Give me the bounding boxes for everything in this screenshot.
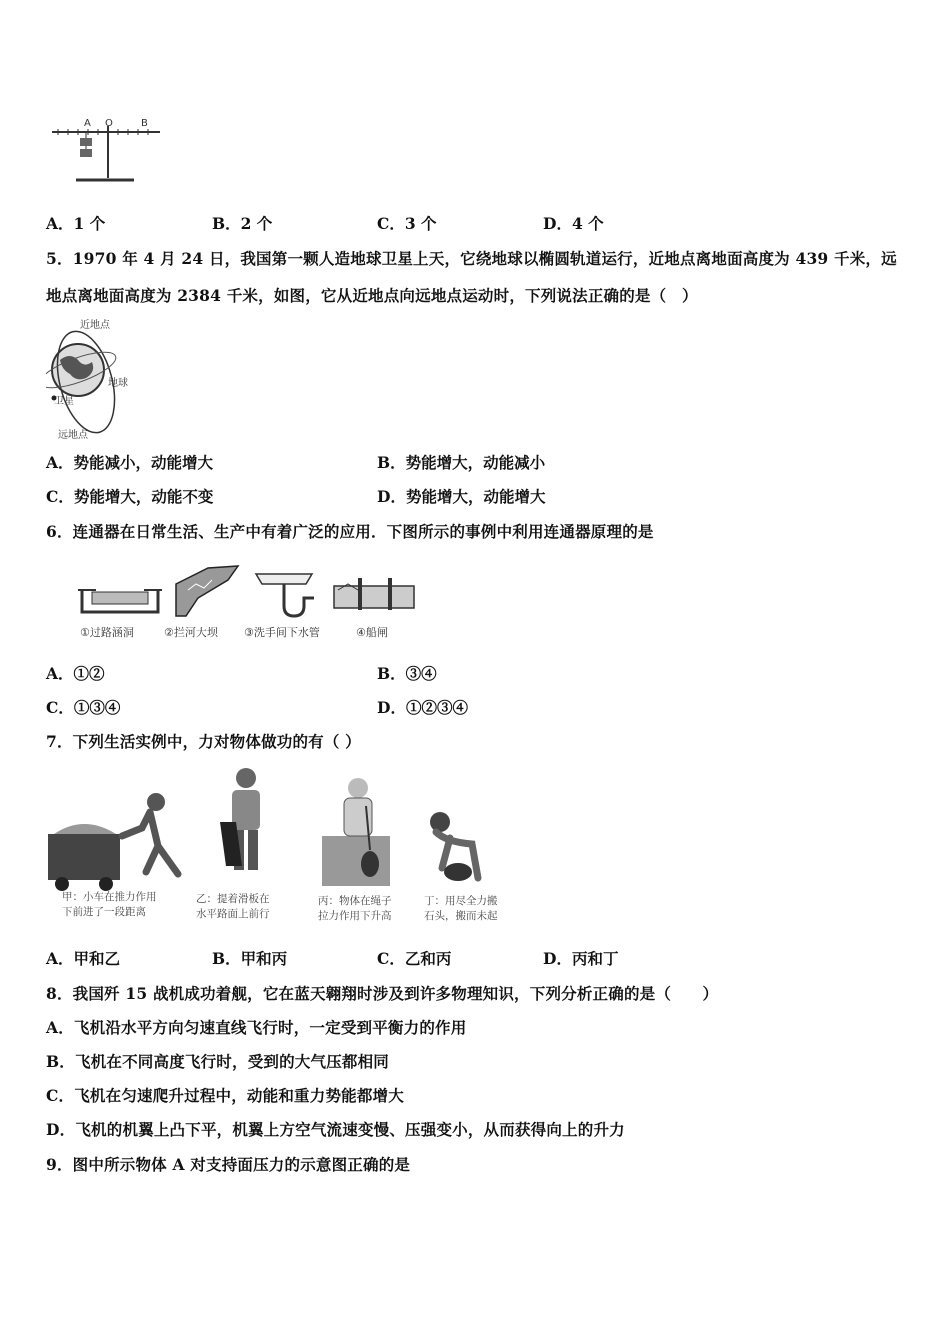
q5-stem-line1: 5．1970 年 4 月 24 日，我国第一颗人造地球卫星上天，它绕地球以椭圆轨道运行，近地点离地面高度为 439 千米，远 — [46, 249, 897, 268]
q6-caption-2: ②拦河大坝 — [164, 626, 218, 639]
q7-option-c: C．乙和丙 — [377, 949, 452, 968]
q6-caption-4: ④船闸 — [356, 626, 388, 639]
work-examples-figure — [46, 766, 506, 894]
q5-stem-line2: 地点离地面高度为 2384 千米，如图，它从近地点向远地点运动时，下列说法正确的是（ ） — [46, 286, 698, 305]
q4-option-a: A．1 个 — [46, 214, 106, 233]
q4-option-c: C．3 个 — [377, 214, 437, 233]
q7-caption-yi-l1: 乙：提着滑板在 — [196, 893, 270, 905]
q6-option-c: C．①③④ — [46, 698, 121, 717]
q8-option-a: A．飞机沿水平方向匀速直线飞行时，一定受到平衡力的作用 — [46, 1018, 467, 1037]
satellite-orbit-figure — [46, 320, 146, 440]
q7-caption-ding-l2: 石头，搬而未起 — [424, 910, 498, 922]
q8-option-c: C．飞机在匀速爬升过程中，动能和重力势能都增大 — [46, 1086, 404, 1105]
orbit-label-near: 近地点 — [80, 320, 110, 331]
q8-option-d: D．飞机的机翼上凸下平，机翼上方空气流速变慢、压强变小，从而获得向上的升力 — [46, 1120, 625, 1139]
q7-stem: 7．下列生活实例中，力对物体做功的有（ ） — [46, 732, 361, 751]
q6-option-a: A．①② — [46, 664, 105, 683]
q7-caption-bing-l2: 拉力作用下升高 — [318, 910, 392, 922]
connected-vessels-figure — [78, 560, 423, 620]
lever-label-a: A — [84, 118, 91, 129]
q7-caption-bing-l1: 丙：物体在绳子 — [318, 895, 392, 907]
q8-option-b: B．飞机在不同高度飞行时，受到的大气压都相同 — [46, 1052, 390, 1071]
lever-label-b: B — [141, 118, 148, 129]
q4-option-d: D．4 个 — [543, 214, 604, 233]
q9-stem: 9．图中所示物体 A 对支持面压力的示意图正确的是 — [46, 1155, 411, 1174]
q5-option-b: B．势能增大，动能减小 — [377, 453, 546, 472]
q6-caption-1: ①过路涵洞 — [80, 626, 134, 639]
q7-option-a: A．甲和乙 — [46, 949, 121, 968]
q5-option-d: D．势能增大，动能增大 — [377, 487, 546, 506]
q6-option-d: D．①②③④ — [377, 698, 468, 717]
q4-option-b: B．2 个 — [212, 214, 273, 233]
q7-caption-jia-l2: 下前进了一段距离 — [62, 906, 146, 918]
q7-caption-jia — [62, 890, 157, 920]
q7-caption-bing — [318, 894, 392, 924]
q5-option-a: A．势能减小，动能增大 — [46, 453, 214, 472]
orbit-label-satellite: 卫星 — [54, 396, 74, 407]
orbit-label-far: 远地点 — [58, 430, 88, 441]
q7-option-d: D．丙和丁 — [543, 949, 619, 968]
q7-caption-yi-l2: 水平路面上前行 — [196, 908, 270, 920]
lever-label-o: O — [105, 118, 113, 129]
orbit-label-earth: 地球 — [108, 378, 128, 389]
q8-stem: 8．我国歼 15 战机成功着舰，它在蓝天翱翔时涉及到许多物理知识，下列分析正确的是（ ） — [46, 984, 719, 1003]
q6-stem: 6．连通器在日常生活、生产中有着广泛的应用．下图所示的事例中利用连通器原理的是 — [46, 522, 654, 541]
q7-caption-jia-l1: 甲：小车在推力作用 — [62, 891, 157, 903]
q7-option-b: B．甲和丙 — [212, 949, 288, 968]
q7-caption-ding — [424, 894, 498, 924]
q7-caption-yi — [196, 892, 270, 922]
q6-option-b: B．③④ — [377, 664, 437, 683]
q6-caption-3: ③洗手间下水管 — [244, 626, 320, 639]
q7-caption-ding-l1: 丁：用尽全力搬 — [424, 895, 498, 907]
q5-option-c: C．势能增大，动能不变 — [46, 487, 214, 506]
